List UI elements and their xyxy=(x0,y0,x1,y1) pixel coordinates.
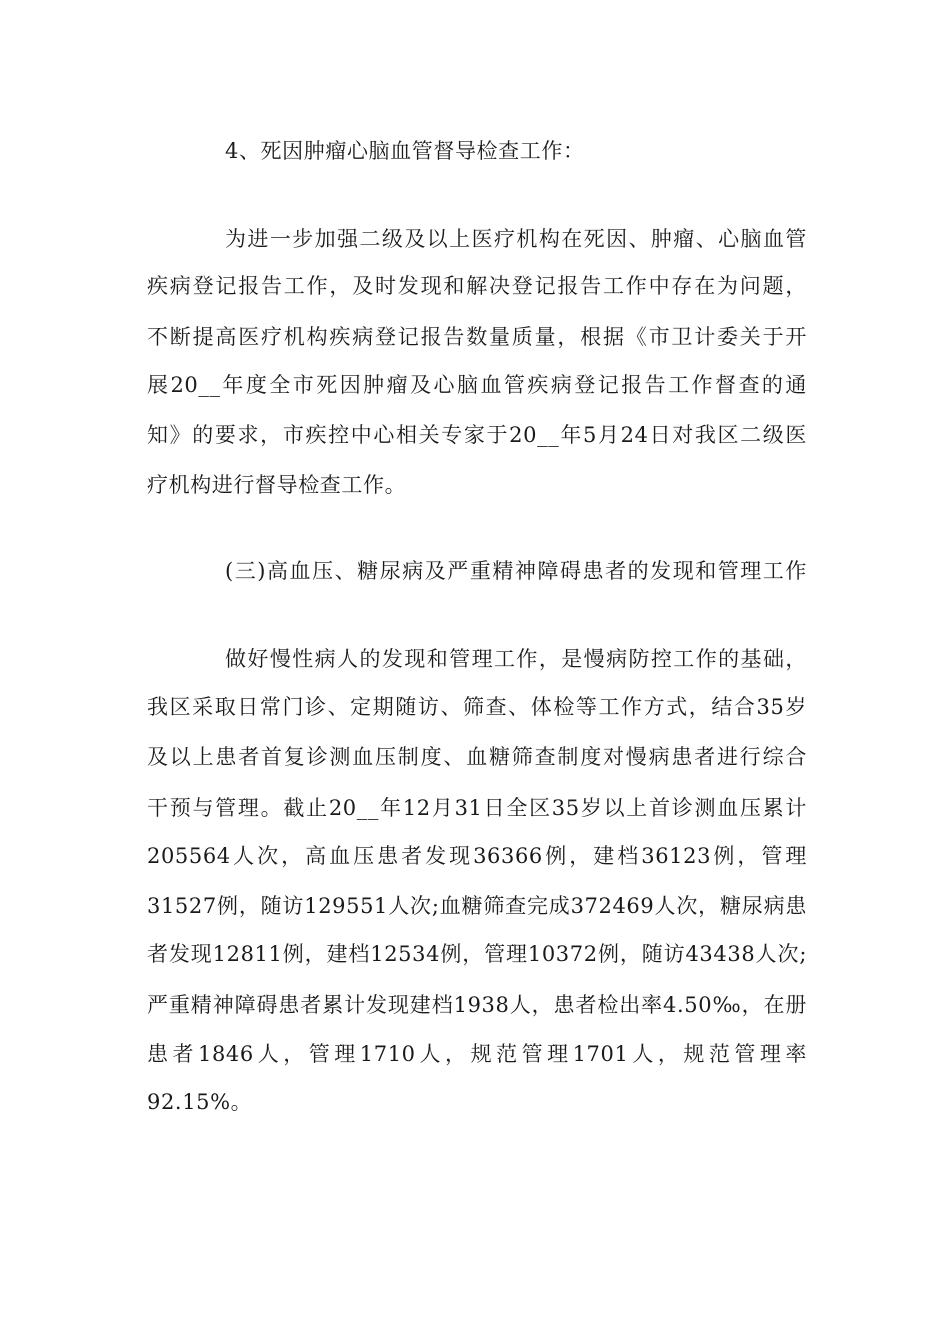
paragraph-2-line-3: 及以上患者首复诊测血压制度、血糖筛查制度对慢病患者进行综合 xyxy=(147,745,807,769)
paragraph-2-line-4: 干预与管理。截止20__年12月31日全区35岁以上首诊测血压累计 xyxy=(147,796,807,820)
paragraph-2-line-9: 患者1846人，管理1710人，规范管理1701人，规范管理率 xyxy=(147,1042,807,1066)
paragraph-1-line-3: 不断提高医疗机构疾病登记报告数量质量，根据《市卫计委关于开 xyxy=(147,325,807,349)
paragraph-1-line-6: 疗机构进行督导检查工作。 xyxy=(147,473,407,497)
paragraph-2-line-7: 者发现12811例，建档12534例，管理10372例，随访43438人次; xyxy=(147,942,807,966)
paragraph-2-line-6: 31527例，随访129551人次;血糖筛查完成372469人次，糖尿病患 xyxy=(147,894,807,918)
paragraph-2-line-8: 严重精神障碍患者累计发现建档1938人，患者检出率4.50‰，在册 xyxy=(147,993,807,1017)
section-heading-3: (三)高血压、糖尿病及严重精神障碍患者的发现和管理工作 xyxy=(225,559,807,583)
section-heading-4: 4、死因肿瘤心脑血管督导检查工作： xyxy=(225,139,585,163)
paragraph-2-line-10: 92.15%。 xyxy=(147,1090,253,1114)
paragraph-1-line-5: 知》的要求，市疾控中心相关专家于20__年5月24日对我区二级医 xyxy=(147,423,807,447)
paragraph-2-line-2: 我区采取日常门诊、定期随访、筛查、体检等工作方式，结合35岁 xyxy=(147,695,807,719)
paragraph-2-line-1: 做好慢性病人的发现和管理工作，是慢病防控工作的基础， xyxy=(225,647,807,671)
paragraph-1-line-1: 为进一步加强二级及以上医疗机构在死因、肿瘤、心脑血管 xyxy=(225,227,807,251)
paragraph-2-line-5: 205564人次，高血压患者发现36366例，建档36123例，管理 xyxy=(147,844,807,868)
paragraph-1-line-4: 展20__年度全市死因肿瘤及心脑血管疾病登记报告工作督查的通 xyxy=(147,373,807,397)
paragraph-1-line-2: 疾病登记报告工作，及时发现和解决登记报告工作中存在为问题， xyxy=(147,274,807,298)
